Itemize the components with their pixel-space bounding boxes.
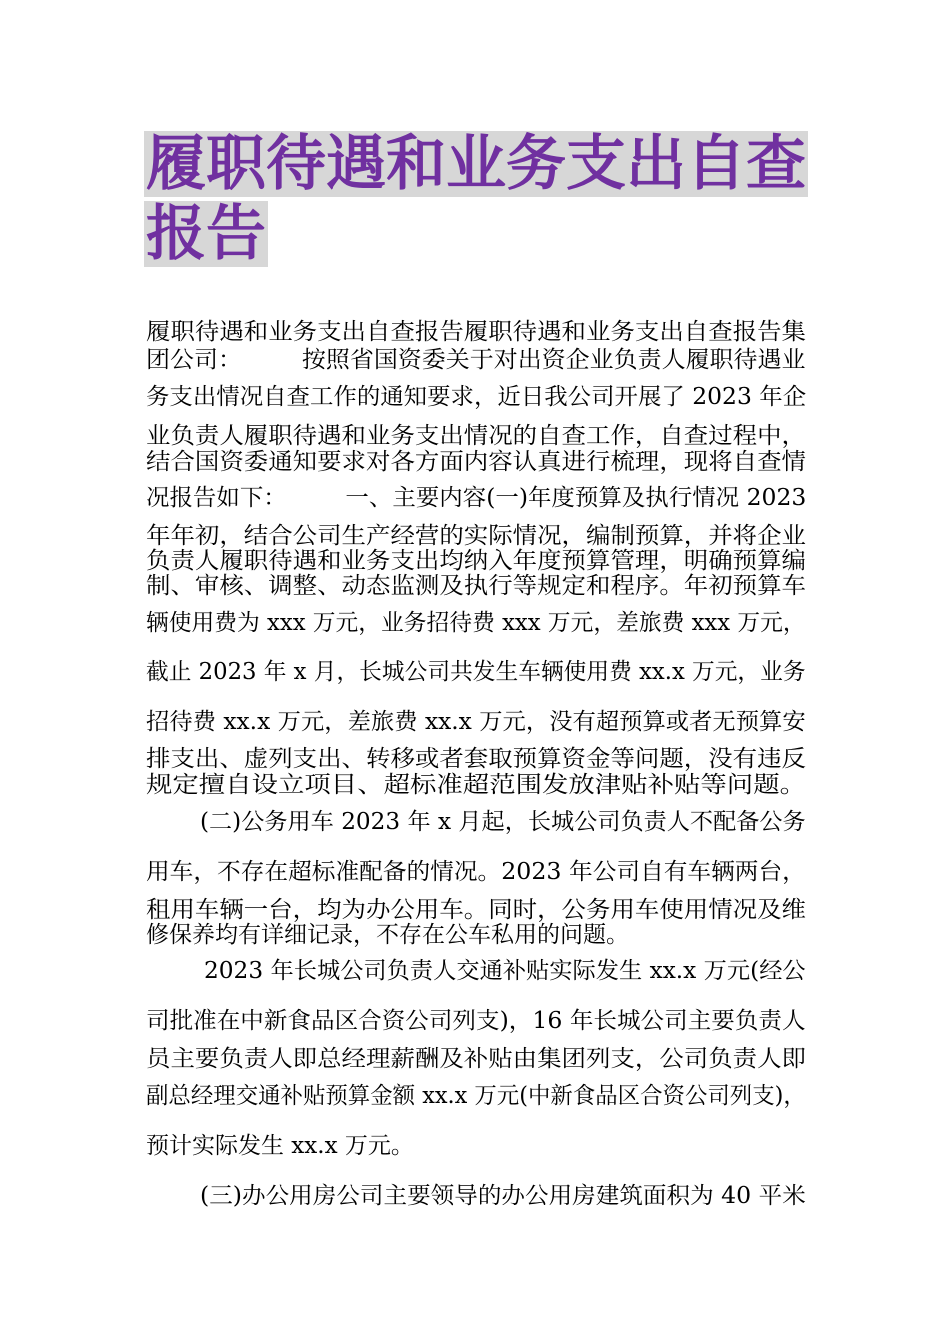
body-line: 规定擅自设立项目、超标准超范围发放津贴补贴等问题。	[146, 772, 806, 798]
body-line: 负责人履职待遇和业务支出均纳入年度预算管理，明确预算编	[146, 548, 806, 574]
body-line: 用车，不存在超标准配备的情况。2023 年公司自有车辆两台，	[146, 859, 806, 885]
body-line: 副总经理交通补贴预算金额 xx.x 万元(中新食品区合资公司列支)，	[146, 1083, 806, 1109]
body-line: 司批准在中新食品区合资公司列支)，16 年长城公司主要负责人	[146, 1008, 806, 1034]
body-line: (三)办公用房公司主要领导的办公用房建筑面积为 40 平米	[200, 1183, 806, 1209]
body-line: 员主要负责人即总经理薪酬及补贴由集团列支，公司负责人即	[146, 1046, 806, 1072]
body-line: 排支出、虚列支出、转移或者套取预算资金等问题，没有违反	[146, 746, 806, 772]
body-line: 制、审核、调整、动态监测及执行等规定和程序。年初预算车	[146, 573, 806, 599]
body-line: 况报告如下： 一、主要内容(一)年度预算及执行情况 2023	[146, 485, 807, 511]
body-line: 团公司： 按照省国资委关于对出资企业负责人履职待遇业	[146, 347, 806, 373]
body-line: (二)公务用车 2023 年 x 月起，长城公司负责人不配备公务	[200, 809, 806, 835]
body-line: 截止 2023 年 x 月，长城公司共发生车辆使用费 xx.x 万元，业务	[146, 659, 806, 685]
body-line: 修保养均有详细记录，不存在公车私用的问题。	[146, 922, 629, 948]
body-line: 辆使用费为 xxx 万元，业务招待费 xxx 万元，差旅费 xxx 万元，	[146, 610, 806, 636]
body-line: 结合国资委通知要求对各方面内容认真进行梳理，现将自查情	[146, 449, 806, 475]
document-title-line-2: 报告	[146, 199, 266, 269]
body-line: 2023 年长城公司负责人交通补贴实际发生 xx.x 万元(经公	[204, 958, 806, 984]
body-line: 招待费 xx.x 万元，差旅费 xx.x 万元，没有超预算或者无预算安	[146, 709, 806, 735]
body-line: 年年初，结合公司生产经营的实际情况，编制预算，并将企业	[146, 523, 806, 549]
body-line: 务支出情况自查工作的通知要求，近日我公司开展了 2023 年企	[146, 384, 807, 410]
document-title-line-1: 履职待遇和业务支出自查	[146, 129, 806, 199]
body-line: 业负责人履职待遇和业务支出情况的自查工作，自查过程中，	[146, 423, 806, 449]
body-line: 履职待遇和业务支出自查报告履职待遇和业务支出自查报告集	[146, 319, 806, 345]
body-line: 租用车辆一台，均为办公用车。同时，公务用车使用情况及维	[146, 897, 806, 923]
body-line: 预计实际发生 xx.x 万元。	[146, 1133, 414, 1159]
